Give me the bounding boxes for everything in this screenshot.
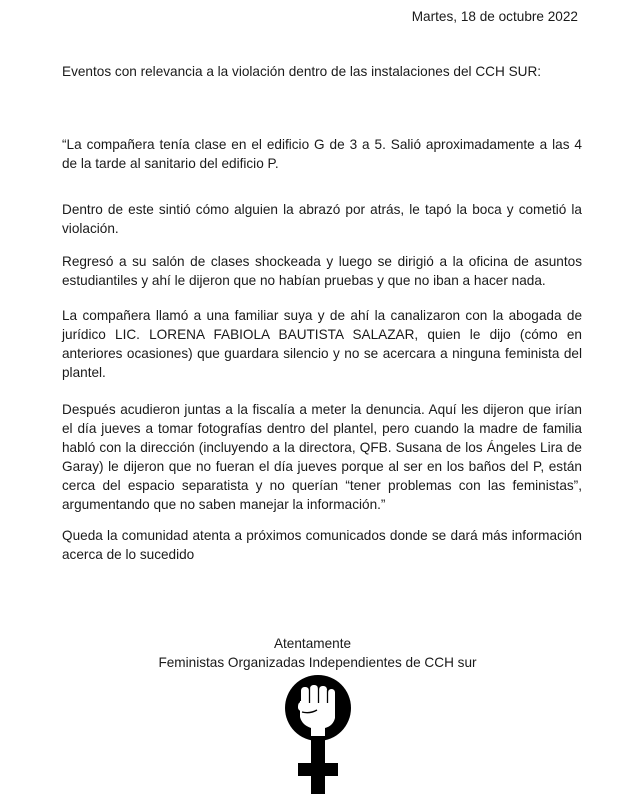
feminist-fist-venus-symbol-icon bbox=[278, 670, 358, 800]
letter-date: Martes, 18 de octubre 2022 bbox=[411, 9, 578, 24]
paragraph-4: La compañera llamó a una familiar suya y de ahí la canalizaron con la abogada de jurídico LIC. LORENA FABIOLA BAUTISTA SALAZAR, quien le dijo (cómo en anteriores ocasiones) que guardara silencio y no se acercara a ninguna feminista del plantel. bbox=[62, 308, 582, 380]
paragraph-3: Regresó a su salón de clases shockeada y luego se dirigió a la oficina de asuntos estudiantiles y ahí le dijeron que no habían pruebas y que no iban a hacer nada. bbox=[62, 254, 582, 288]
paragraph-1: “La compañera tenía clase en el edificio G de 3 a 5. Salió aproximadamente a las 4 de la tarde al sanitario del edificio P. bbox=[62, 137, 582, 171]
paragraph-5: Después acudieron juntas a la fiscalía a meter la denuncia. Aquí les dijeron que irían el día jueves a tomar fotografías dentro del plantel, pero cuando la madre de familia habló con la dirección (incluyendo a la directora, QFB. Susana de los Ángeles Lira de Garay) le dijeron que no fueran el día jueves porque al ser en los baños del P, están cerca del espacio separatista y no querían “tener problemas con las feministas”, argumentando que no saben manejar la información.” bbox=[62, 402, 582, 512]
paragraph-2: Dentro de este sintió cómo alguien la abrazó por atrás, le tapó la boca y cometió la violación. bbox=[62, 202, 582, 236]
closing-text: Atentamente bbox=[273, 636, 352, 651]
letter-intro: Eventos con relevancia a la violación dentro de las instalaciones del CCH SUR: bbox=[62, 64, 542, 79]
signature-text: Feministas Organizadas Independientes de CCH sur bbox=[158, 655, 477, 670]
paragraph-6: Queda la comunidad atenta a próximos comunicados donde se dará más información acerca de lo sucedido bbox=[62, 528, 582, 562]
